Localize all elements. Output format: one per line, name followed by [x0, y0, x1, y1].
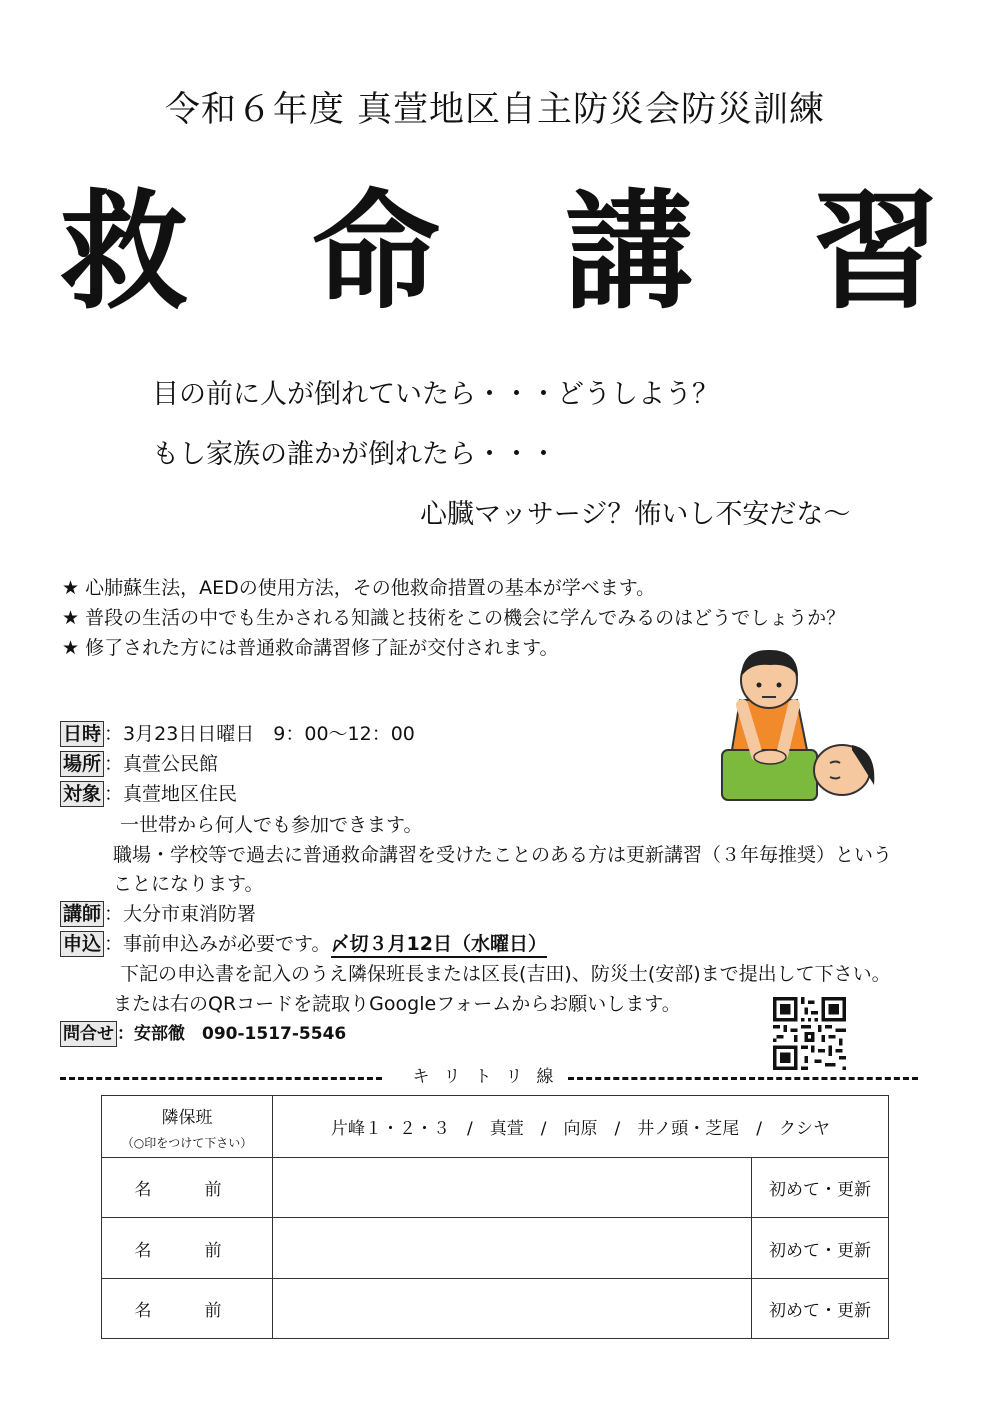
- target-note: ことになります。: [113, 873, 264, 895]
- name-input-cell[interactable]: [273, 1279, 752, 1339]
- datetime-label: 日時: [60, 721, 104, 747]
- name-label: 名 前: [102, 1279, 273, 1339]
- target-note: 職場・学校等で過去に普通救命講習を受けたことのある方は更新講習（３年毎推奨）という: [113, 844, 893, 866]
- group-options[interactable]: 片峰１・２・３ / 真萱 / 向原 / 井ノ頭・芝尾 / クシヤ: [273, 1096, 889, 1158]
- contact-value: ：安部徹 090-1517-5546: [117, 1024, 347, 1044]
- bullet-item: ★ 修了された方には普通救命講習修了証が交付されます。: [62, 637, 559, 659]
- place-label: 場所: [60, 751, 104, 777]
- cut-dash-left: [60, 1077, 382, 1080]
- apply-value: ：事前申込みが必要です。: [104, 933, 331, 955]
- apply-note: 下記の申込書を記入のうえ隣保班長または区長(吉田)、防災士(安部)まで提出して下さい。: [120, 963, 891, 985]
- target-label: 対象: [60, 781, 104, 807]
- name-input-cell[interactable]: [273, 1218, 752, 1279]
- contact-label: 問合せ: [60, 1021, 117, 1047]
- name-input-cell[interactable]: [273, 1158, 752, 1218]
- title-char-3: 講: [565, 178, 694, 327]
- instructor-label: 講師: [60, 901, 104, 927]
- event-subtitle: 令和６年度 真萱地区自主防災会防災訓練: [164, 90, 826, 130]
- page-title: [60, 178, 940, 328]
- lead-line-1: 目の前に人が倒れていたら・・・どうしよう？: [152, 379, 719, 410]
- table-row: [102, 1279, 889, 1339]
- lead-line-2: もし家族の誰かが倒れたら・・・: [152, 439, 557, 470]
- contact-row: [60, 1019, 346, 1049]
- instructor-row: [60, 899, 256, 929]
- apply-deadline: 〆切３月12日（水曜日）: [331, 933, 547, 958]
- datetime-value: ：3月23日日曜日 9：00～12：00: [104, 723, 415, 745]
- cut-line: [60, 1062, 918, 1088]
- place-value: ：真萱公民館: [104, 753, 219, 775]
- lead-line-3: 心臓マッサージ？怖いし不安だな～: [420, 499, 851, 530]
- apply-note: または右のQRコードを読取りGoogleフォームからお願いします。: [113, 993, 681, 1015]
- target-value: ：真萱地区住民: [104, 783, 238, 805]
- group-note: （○印をつけて下さい）: [121, 1135, 253, 1150]
- target-row: [60, 779, 237, 809]
- application-form: [101, 1095, 889, 1339]
- type-option[interactable]: 初めて・更新: [752, 1158, 889, 1218]
- type-option[interactable]: 初めて・更新: [752, 1218, 889, 1279]
- table-row: [102, 1158, 889, 1218]
- cut-dash-right: [568, 1077, 918, 1080]
- cpr-illustration: [712, 645, 882, 805]
- title-char-4: 習: [812, 178, 941, 327]
- place-row: [60, 749, 218, 779]
- type-option[interactable]: 初めて・更新: [752, 1279, 889, 1339]
- cut-line-label: キリトリ線: [412, 1067, 568, 1087]
- table-row: [102, 1218, 889, 1279]
- group-label: 隣保班: [161, 1107, 213, 1128]
- apply-row: [60, 929, 547, 959]
- name-label: 名 前: [102, 1218, 273, 1279]
- datetime-row: [60, 719, 415, 749]
- target-note: 一世帯から何人でも参加できます。: [120, 814, 423, 836]
- qr-code[interactable]: [773, 997, 846, 1070]
- bullet-item: ★ 普段の生活の中でも生かされる知識と技術をこの機会に学んでみるのはどうでしょうか？: [62, 607, 846, 629]
- title-char-1: 救: [60, 178, 189, 327]
- instructor-value: ：大分市東消防署: [104, 903, 257, 925]
- group-header-cell: [102, 1096, 273, 1158]
- apply-label: 申込: [60, 931, 104, 957]
- bullet-item: ★ 心肺蘇生法，AEDの使用方法，その他救命措置の基本が学べます。: [62, 577, 656, 599]
- title-char-2: 命: [312, 178, 441, 327]
- group-row: [102, 1096, 889, 1158]
- name-label: 名 前: [102, 1158, 273, 1218]
